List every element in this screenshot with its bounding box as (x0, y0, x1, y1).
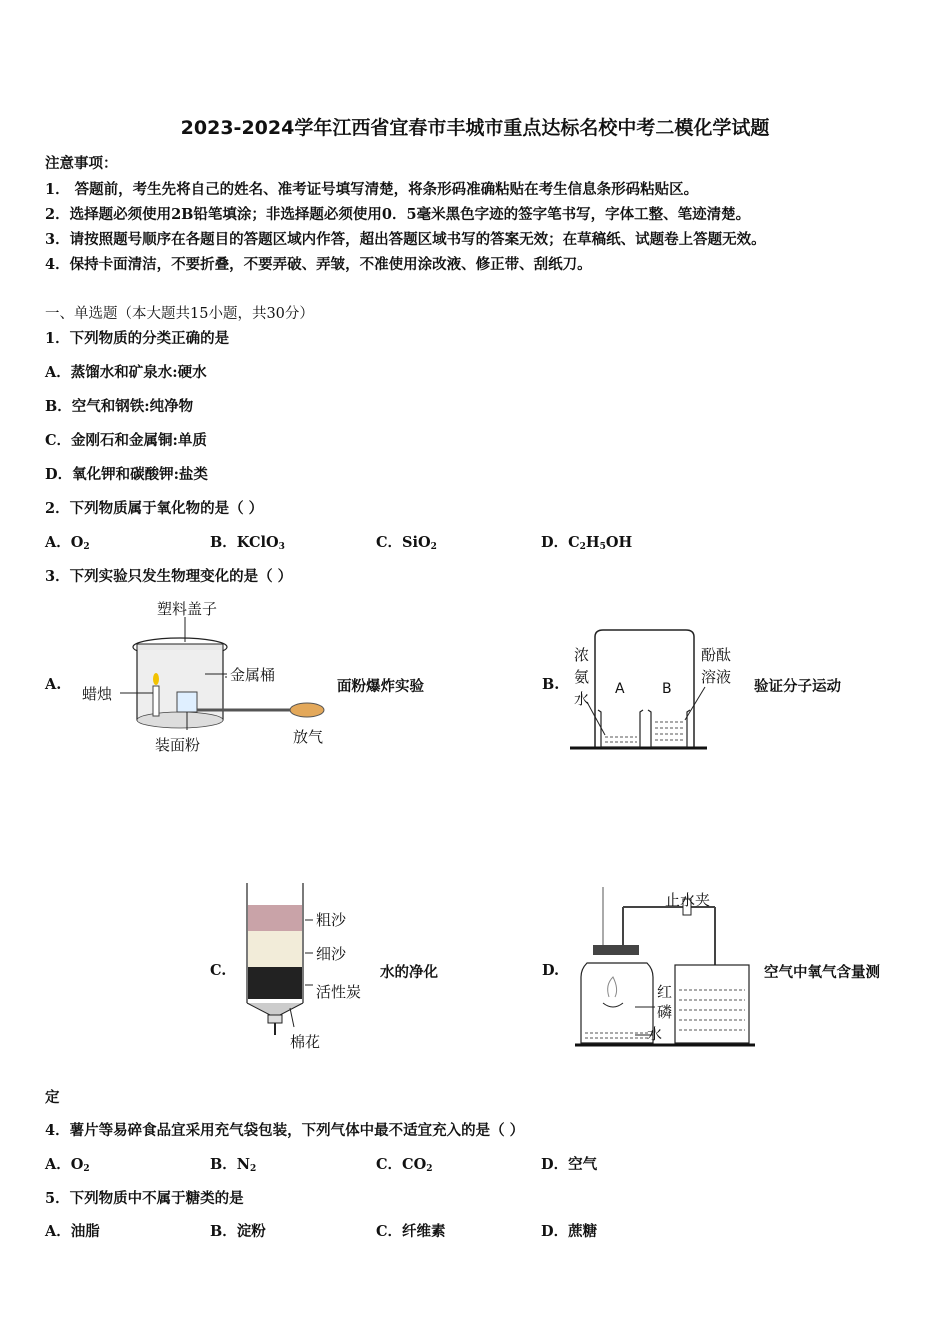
svg-text:B: B (662, 681, 672, 697)
q2-option-b: B．KClO$_3$ (210, 534, 285, 552)
flour-explosion-diagram (75, 600, 335, 760)
q3-c-caption: 水的净化 (380, 964, 438, 981)
svg-text:溶液: 溶液 (701, 668, 732, 686)
q3-stem: 3．下列实验只发生物理变化的是（ ） (45, 568, 293, 585)
q4-stem: 4．薯片等易碎食品宜采用充气袋包装，下列气体中最不适宜充入的是（ ） (45, 1122, 525, 1139)
label-lid: 塑料盖子 (157, 600, 218, 618)
q3-d-caption: 空气中氧气含量测 (764, 964, 880, 981)
notice-item-4: 4．保持卡面清洁，不要折叠，不要弄破、弄皱，不准使用涂改液、修正带、刮纸刀。 (45, 256, 592, 273)
molecular-motion-diagram (565, 622, 732, 757)
q1-option-c: C．金刚石和金属铜:单质 (45, 432, 207, 449)
svg-text:磷: 磷 (657, 1003, 673, 1021)
q1-option-b: B．空气和钢铁:纯净物 (45, 398, 194, 415)
svg-text:红: 红 (657, 983, 673, 1001)
q1-option-a: A．蒸馏水和矿泉水:硬水 (45, 364, 207, 381)
svg-text:粗沙: 粗沙 (316, 911, 347, 929)
svg-text:酚酞: 酚酞 (701, 646, 732, 664)
q2-option-a: A．$O_2$ (45, 534, 90, 552)
q5-option-b: B．淀粉 (210, 1223, 266, 1240)
svg-text:细沙: 细沙 (316, 945, 347, 963)
q4-option-c: C．$CO_2$ (376, 1156, 433, 1174)
q5-option-a: A．油脂 (45, 1223, 100, 1240)
water-filter-diagram (230, 875, 380, 1055)
q4-option-b: B．$N_2$ (210, 1156, 257, 1174)
label-powder: 装面粉 (155, 736, 201, 754)
q5-option-c: C．纤维素 (376, 1223, 446, 1240)
q2-option-c: C．SiO$_2$ (376, 534, 437, 552)
q3-b-caption: 验证分子运动 (754, 678, 841, 695)
label-candle: 蜡烛 (82, 685, 113, 703)
q4-option-d: D．空气 (541, 1156, 598, 1173)
page-title: 2023-2024学年江西省宜春市丰城市重点达标名校中考二模化学试题 (180, 117, 770, 139)
svg-text:止水夹: 止水夹 (665, 891, 711, 909)
svg-text:棉花: 棉花 (290, 1033, 321, 1051)
svg-text:水: 水 (647, 1025, 663, 1043)
q4-option-a: A．$O_2$ (45, 1156, 90, 1174)
label-blow: 放气 (293, 728, 324, 746)
q5-stem: 5．下列物质中不属于糖类的是 (45, 1190, 244, 1207)
q3-a-caption: 面粉爆炸实验 (337, 678, 424, 695)
svg-text:活性炭: 活性炭 (316, 983, 362, 1001)
svg-text:浓: 浓 (574, 646, 590, 664)
notice-item-1: 1． 答题前，考生先将自己的姓名、准考证号填写清楚，将条形码准确粘贴在考生信息条形码粘贴区。 (45, 181, 699, 198)
q5-option-d: D．蔗糖 (541, 1223, 598, 1240)
label-can: 金属桶 (230, 666, 276, 684)
q3-c-letter: C. (210, 962, 227, 979)
q1-stem: 1．下列物质的分类正确的是 (45, 330, 230, 347)
q3-d-letter: D. (542, 962, 560, 979)
q2-option-d: D．$C_2H_5OH$ (541, 534, 633, 552)
q3-b-letter: B. (542, 676, 560, 693)
q2-stem: 2．下列物质属于氧化物的是（ ） (45, 500, 264, 517)
notice-item-3: 3．请按照题号顺序在各题目的答题区域内作答，超出答题区域书写的答案无效；在草稿纸、试题卷上答题无效。 (45, 231, 766, 248)
q1-option-d: D．氧化钾和碳酸钾:盐类 (45, 466, 208, 483)
oxygen-content-diagram (575, 885, 760, 1055)
q3-a-letter: A. (45, 676, 62, 693)
notice-item-2: 2．选择题必须使用2B铅笔填涂；非选择题必须使用0．5毫米黑色字迹的签字笔书写，字体工整、笔迹清楚。 (45, 206, 751, 223)
q3-d-caption-tail: 定 (45, 1089, 60, 1106)
svg-text:氨: 氨 (574, 668, 590, 686)
section-heading: 一、单选题（本大题共15小题，共30分） (45, 306, 314, 322)
svg-text:水: 水 (574, 690, 590, 708)
svg-text:A: A (615, 681, 625, 697)
notice-heading: 注意事项： (45, 155, 118, 172)
